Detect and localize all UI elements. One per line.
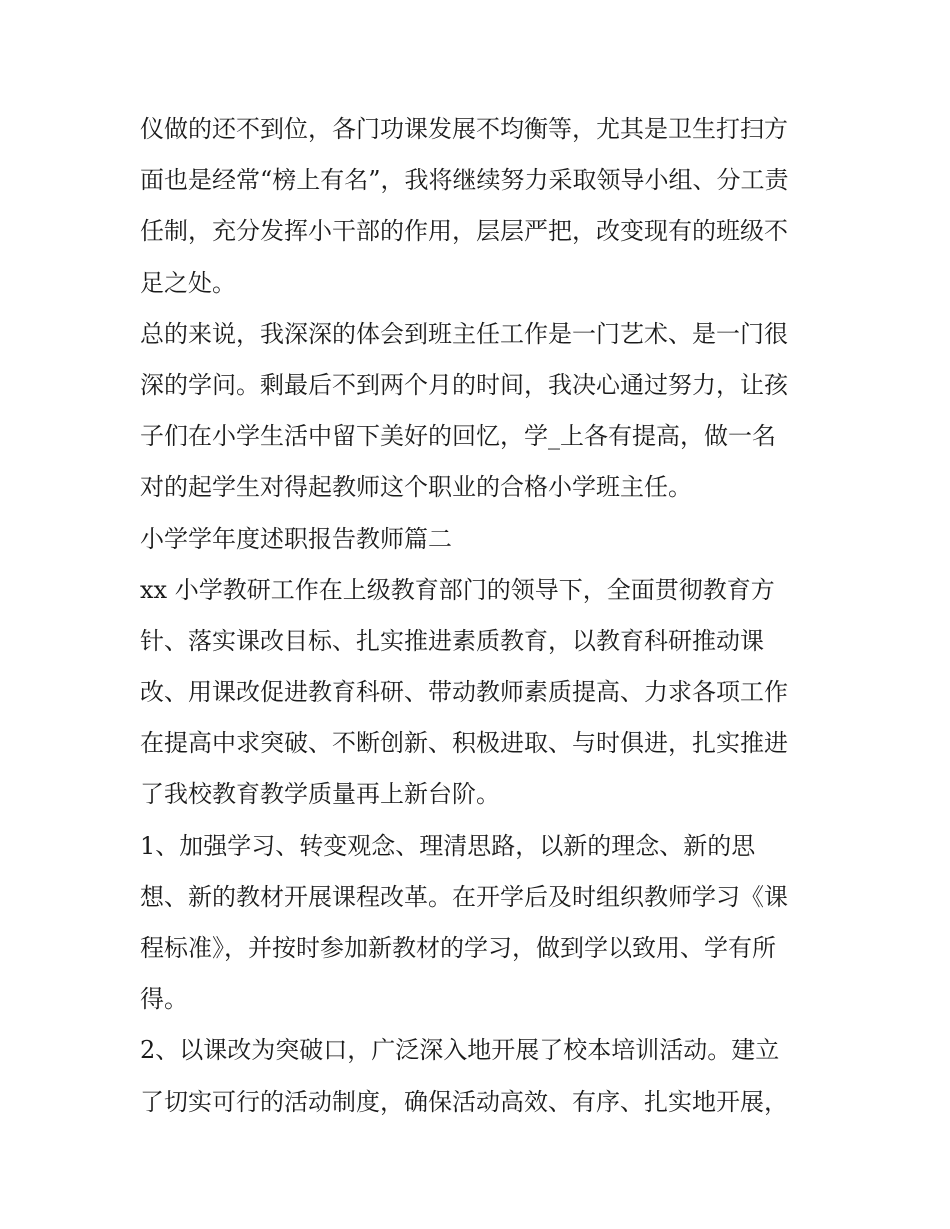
text-line-12: 改、用课改促进教育科研、带动教师素质提高、力求各项工作 (140, 678, 788, 707)
text-line-14: 了我校教育教学质量再上新台阶。 (140, 780, 500, 809)
text-line-3: 任制，充分发挥小干部的作用，层层严把，改变现有的班级不 (140, 217, 788, 246)
text-line-4: 足之处。 (140, 268, 236, 297)
text-line-18: 得。 (140, 985, 188, 1014)
text-line-6: 深的学问。剩最后不到两个月的时间，我决心通过努力，让孩 (140, 370, 788, 399)
text-line-19: 2、以课改为突破口，广泛深入地开展了校本培训活动。建立 (140, 1036, 780, 1065)
text-line-20: 了切实可行的活动制度，确保活动高效、有序、扎实地开展， (140, 1087, 788, 1116)
text-line-15: 1、加强学习、转变观念、理清思路，以新的理念、新的思 (140, 831, 756, 860)
text-line-1: 仪做的还不到位，各门功课发展不均衡等，尤其是卫生打扫方 (140, 115, 788, 143)
text-line-8: 对的起学生对得起教师这个职业的合格小学班主任。 (140, 473, 692, 502)
text-line-17: 程标准》，并按时参加新教材的学习，做到学以致用、学有所 (140, 934, 776, 962)
text-line-11: 针、落实课改目标、扎实推进素质教育，以教育科研推动课 (140, 626, 764, 655)
text-line-13: 在提高中求突破、不断创新、积极进取、与时俱进，扎实推进 (140, 729, 788, 758)
text-line-5: 总的来说，我深深的体会到班主任工作是一门艺术、是一门很 (140, 319, 788, 348)
document-body (140, 104, 820, 1128)
section-heading: 小学学年度述职报告教师篇二 (140, 524, 452, 553)
text-line-7: 子们在小学生活中留下美好的回忆，学_上各有提高，做一名 (140, 422, 776, 451)
text-line-2: 面也是经常“榜上有名”，我将继续努力采取领导小组、分工责 (140, 166, 789, 195)
text-line-10: xx 小学教研工作在上级教育部门的领导下，全面贯彻教育方 (140, 575, 775, 604)
text-line-16: 想、新的教材开展课程改革。在开学后及时组织教师学习《课 (140, 882, 788, 911)
